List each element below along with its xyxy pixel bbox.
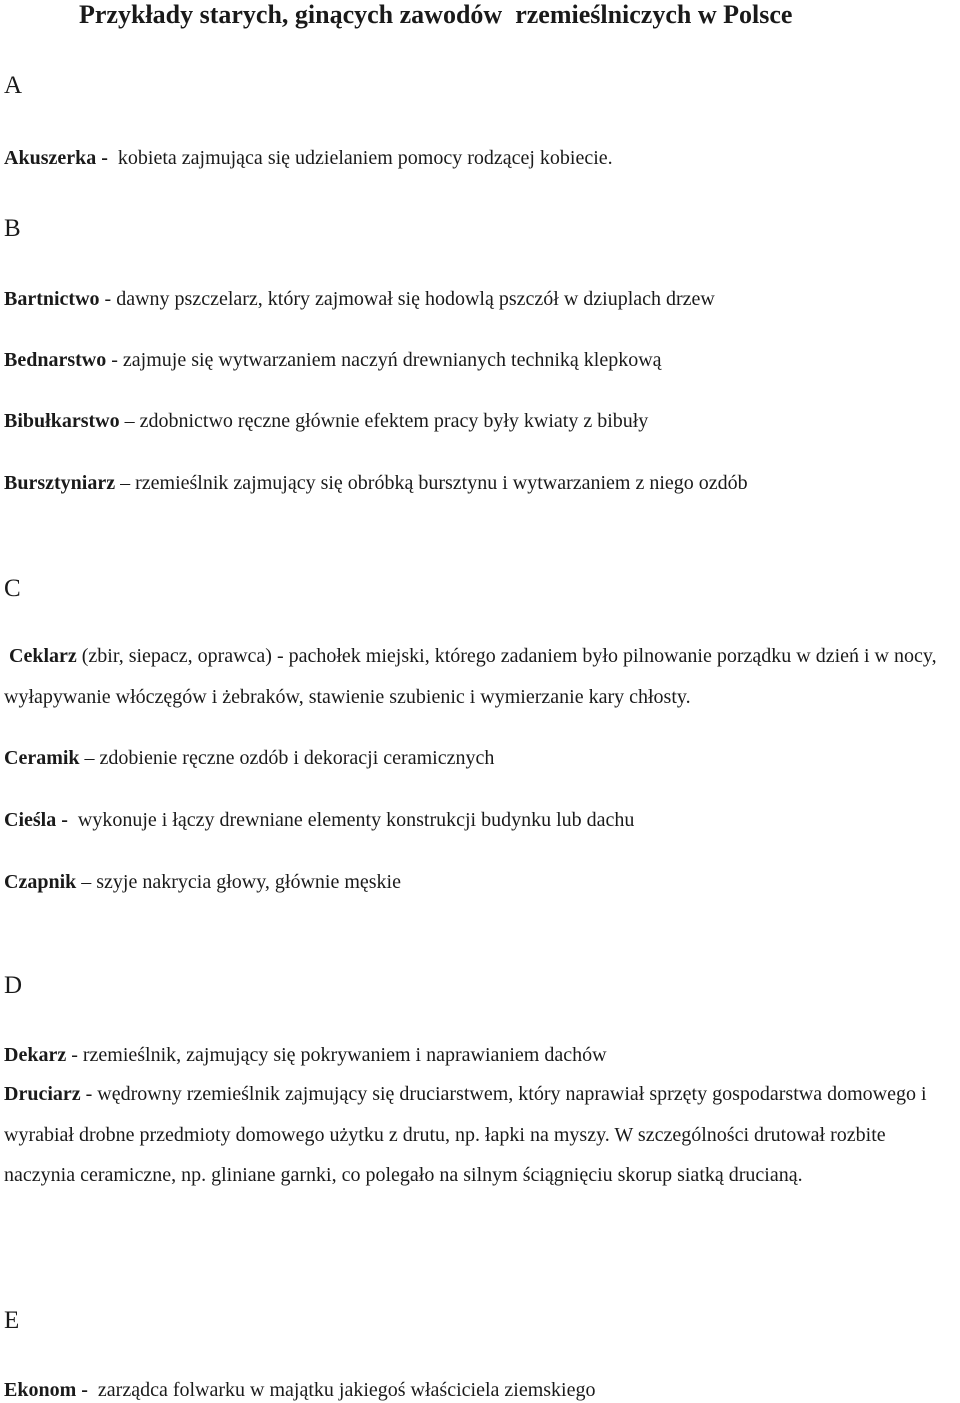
entry-bursztyniarz <box>4 471 748 495</box>
entry-ceramik <box>4 746 494 770</box>
entry-description: - rzemieślnik, zajmujący się pokrywaniem i naprawianiem dachów <box>66 1044 607 1066</box>
entry-term: Cieśla - <box>4 809 73 831</box>
section-letter-e: E <box>4 1307 20 1334</box>
entry-term: Ekonom - <box>4 1379 93 1401</box>
entry-description: wykonuje i łączy drewniane elementy konstrukcji budynku lub dachu <box>72 809 635 831</box>
entry-ekonom <box>4 1378 595 1402</box>
entry-akuszerka <box>4 146 613 170</box>
section-letter-b: B <box>4 215 21 242</box>
entry-term: Bibułkarstwo <box>4 410 120 432</box>
entry-dekarz <box>4 1043 607 1067</box>
entry-bartnictwo <box>4 287 715 311</box>
entry-term: Akuszerka - <box>4 147 113 169</box>
section-letter-d: D <box>4 972 23 999</box>
entry-term: Bednarstwo <box>4 349 107 371</box>
entry-term: Druciarz <box>4 1083 81 1105</box>
entry-term: Bartnictwo <box>4 288 100 310</box>
entry-description: - dawny pszczelarz, który zajmował się hodowlą pszczół w dziuplach drzew <box>99 288 715 310</box>
entry-term: Dekarz <box>4 1044 67 1066</box>
entry-description: zarządca folwarku w majątku jakiegoś właściciela ziemskiego <box>92 1379 596 1401</box>
entry-term: Czapnik <box>4 871 77 893</box>
entry-description: (zbir, siepacz, oprawca) - pachołek miejski, którego zadaniem było pilnowanie porządku w dzień i w nocy, wyłapywanie włóczęgów i żebraków, stawienie szubienic i wymierzanie kary chłosty. <box>4 645 937 708</box>
entry-druciarz <box>4 1074 959 1196</box>
entry-description: - wędrowny rzemieślnik zajmujący się druciarstwem, który naprawiał sprzęty gospodarstwa domowego i wyrabiał drobne przedmioty domowego użytku z drutu, np. łapki na myszy. W szczególności drutował rozbite naczynia ceramiczne, np. gliniane garnki, co polegało na silnym ściągnięciu skorup siatką drucianą. <box>4 1083 927 1186</box>
entry-description: kobieta zajmująca się udzielaniem pomocy rodzącej kobiecie. <box>112 147 613 169</box>
section-letter-a: A <box>4 72 23 99</box>
entry-description: - zajmuje się wytwarzaniem naczyń drewnianych techniką klepkową <box>106 349 662 371</box>
entry-term: Bursztyniarz <box>4 472 116 494</box>
entry-ceklarz <box>4 636 959 717</box>
entry-term: Ceramik <box>4 747 80 769</box>
entry-description: – zdobnictwo ręczne głównie efektem pracy były kwiaty z bibuły <box>119 410 649 432</box>
entry-description: – zdobienie ręczne ozdób i dekoracji ceramicznych <box>79 747 495 769</box>
entry-bibulkarstwo <box>4 409 648 433</box>
page-title: Przykłady starych, ginących zawodów rzemieślniczych w Polsce <box>79 0 793 29</box>
section-letter-c: C <box>4 575 21 602</box>
entry-bednarstwo <box>4 348 662 372</box>
entry-description: – szyje nakrycia głowy, głównie męskie <box>76 871 401 893</box>
entry-ciesla <box>4 808 634 832</box>
entry-term: Ceklarz <box>9 645 77 667</box>
entry-description: – rzemieślnik zajmujący się obróbką bursztynu i wytwarzaniem z niego ozdób <box>115 472 748 494</box>
entry-czapnik <box>4 870 401 894</box>
